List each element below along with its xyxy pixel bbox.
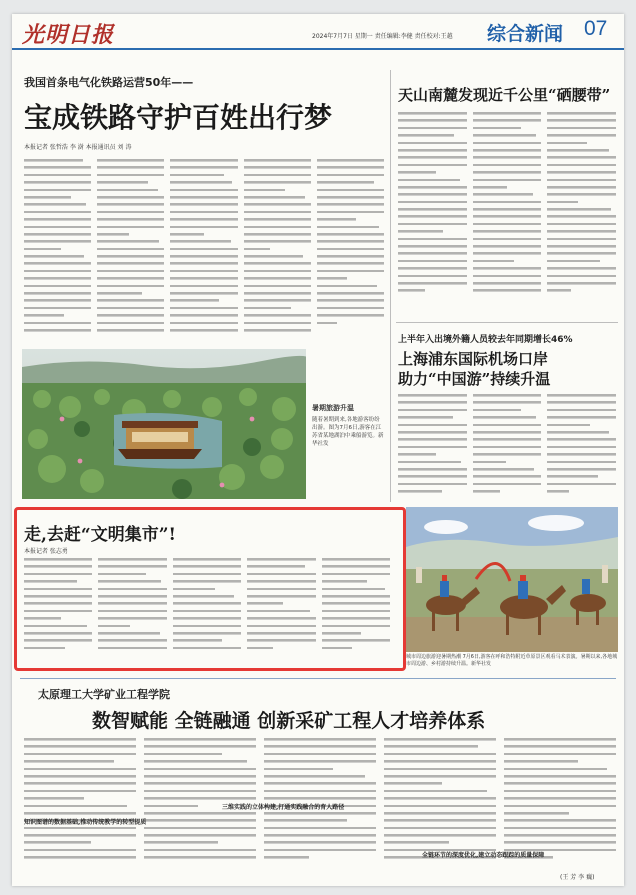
story5-subhead-mid: 三维实践的立体构建,打通实践融合的育人路径 — [222, 804, 345, 811]
photo1-caption-block — [312, 404, 384, 448]
story3-body — [398, 394, 616, 502]
story1-kicker: 我国首条电气化铁路运营50年—— — [24, 76, 194, 89]
horse-show-photo — [406, 507, 618, 652]
section-name: 综合新闻 — [487, 23, 564, 45]
story1-byline: 本报记者 张哲浩 李 澍 本报通讯员 刘 涛 — [24, 144, 132, 151]
dateline: 2024年7月7日 星期一 责任编辑:李健 责任校对:王越 — [312, 33, 453, 40]
story4-byline: 本报记者 张志勇 — [24, 548, 68, 555]
photo2-caption: 城市周边旅游迎暑期热潮 7月6日,游客在呼和浩特附近草原景区观看马术表演。暑期以来,各地城市周边游、乡村游持续升温。新华社发 — [406, 654, 618, 667]
story3-headline-2: 助力“中国游”持续升温 — [398, 370, 551, 388]
newspaper-page — [12, 14, 624, 886]
section-divider — [396, 322, 618, 323]
column-divider — [390, 70, 391, 502]
photo1-caption: 暑期旅游升温 — [312, 404, 354, 412]
story3-headline-1: 上海浦东国际机场口岸 — [398, 350, 549, 368]
story4-body — [24, 558, 390, 658]
masthead — [12, 14, 624, 50]
story5-subhead-right: 全链环节的深度优化,建立动态跟踪的质量保障 — [422, 852, 545, 859]
lotus-lake-illustration — [22, 349, 306, 499]
page-number: 07 — [584, 17, 608, 40]
story1-body — [24, 159, 384, 344]
story4-headline: 走,去赶“文明集市”! — [24, 525, 176, 545]
lotus-lake-photo — [22, 349, 306, 499]
story5-kicker: 太原理工大学矿业工程学院 — [38, 688, 170, 701]
story2-headline: 天山南麓发现近千公里“硒腰带” — [398, 86, 611, 104]
horse-show-illustration — [406, 507, 618, 652]
newspaper-logo: 光明日报 — [22, 22, 115, 48]
photo1-subcaption: 随着暑期到来,各地游客纷纷出游。图为7月6日,游客在江苏省某地湖泊中乘船游览。新华社发 — [312, 417, 384, 447]
section-divider — [20, 678, 616, 679]
story1-headline: 宝成铁路守护百姓出行梦 — [24, 101, 333, 134]
story5-signature: (王 芳 李 巍) — [560, 874, 595, 881]
story5-subhead-left: 知识图谱的数据基础,推动传统教学的转型提质 — [24, 819, 147, 826]
story2-body — [398, 112, 616, 312]
story5-headline: 数智赋能 全链融通 创新采矿工程人才培养体系 — [92, 710, 486, 732]
story3-kicker: 上半年入出境外籍人员较去年同期增长46% — [398, 335, 573, 345]
